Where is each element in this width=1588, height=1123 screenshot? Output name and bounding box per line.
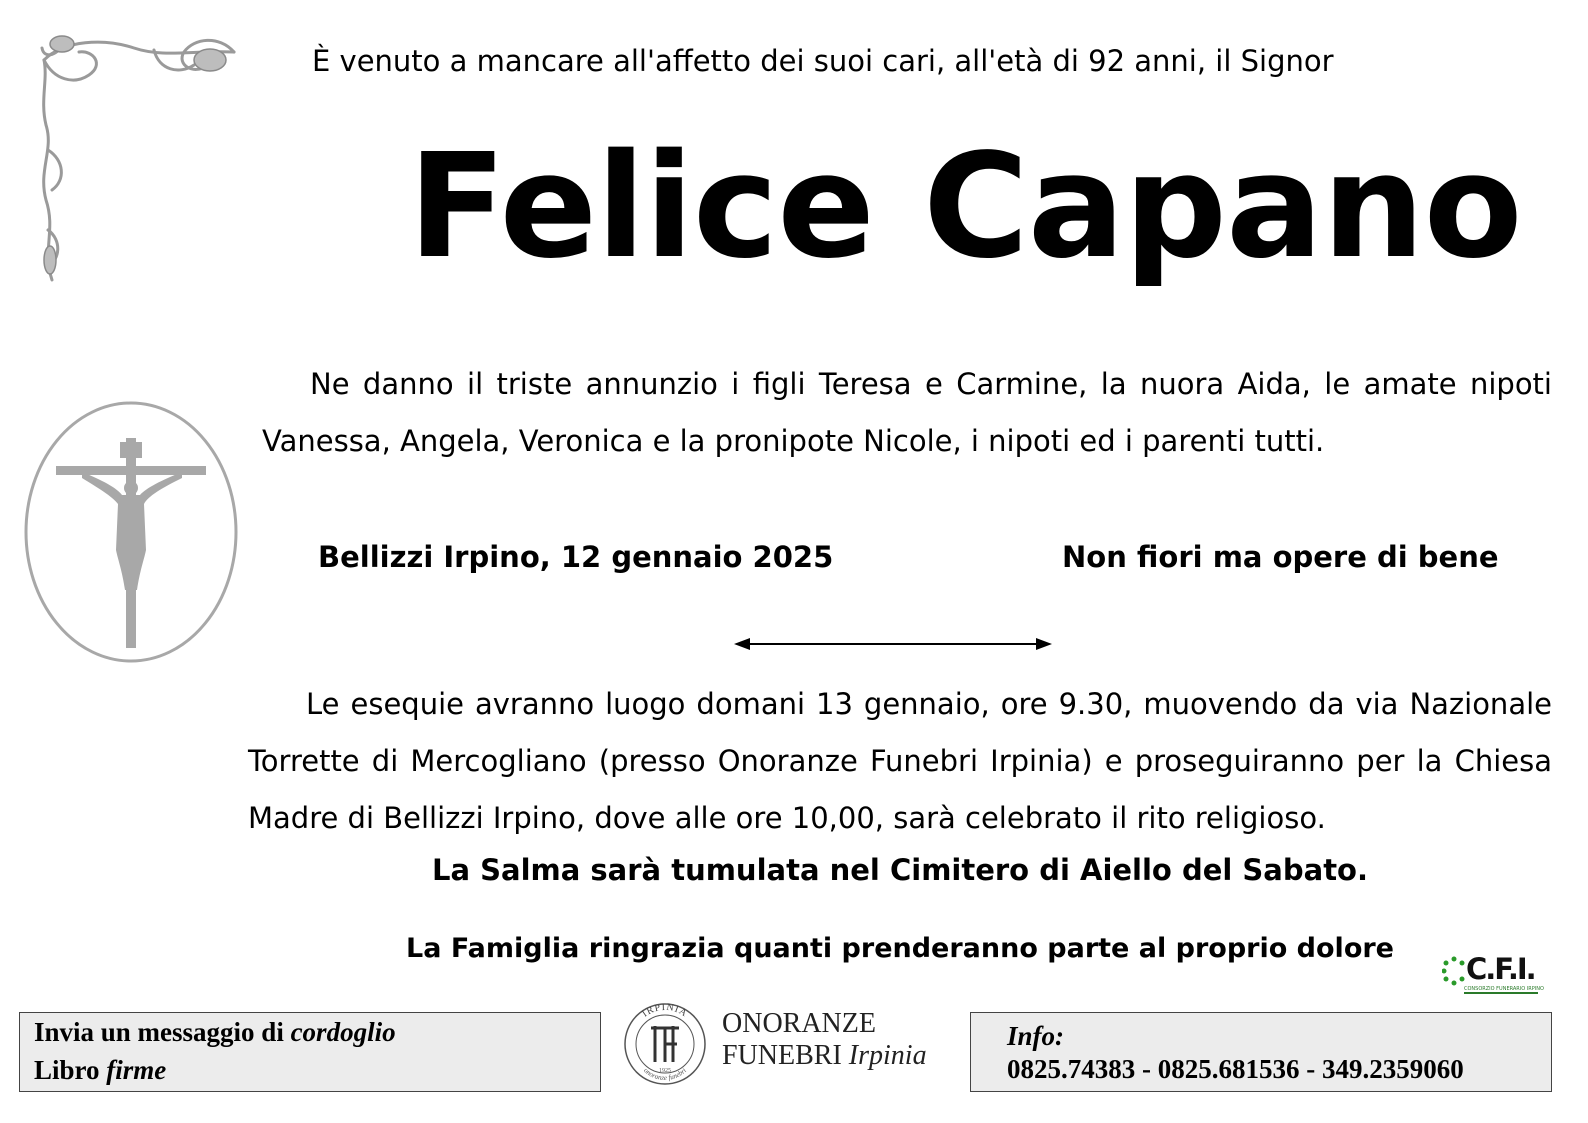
info-label: Info:: [1007, 1021, 1065, 1051]
condolence-italic: cordoglio: [290, 1017, 396, 1047]
info-box: [970, 1012, 1552, 1092]
agency-name-line1: ONORANZE: [722, 1008, 876, 1039]
corner-flourish-icon: [34, 30, 244, 286]
agency-name-line2: [722, 1040, 927, 1072]
funeral-paragraph: Le esequie avranno luogo domani 13 gennaio, ore 9.30, muovendo da via Nazionale Torrette di Mercogliano (presso Onoranze Funebri Irpinia) e proseguiranno per la Chiesa Madre di Bellizzi Irpino, dove alle ore 10,00, sarà celebrato il rito religioso.: [248, 687, 1552, 835]
cfi-dots-icon: [1442, 956, 1466, 986]
intro-text: È venuto a mancare all'affetto dei suoi cari, all'età di 92 anni, il Signor: [312, 44, 1334, 78]
crucifix-icon: [22, 400, 240, 664]
family-thanks: La Famiglia ringrazia quanti prenderanno parte al proprio dolore: [406, 933, 1394, 964]
svg-text:onoranze funebri: onoranze funebri: [642, 1066, 688, 1083]
guestbook-italic: firme: [106, 1055, 167, 1085]
condolence-prefix: Invia un messaggio di: [34, 1017, 291, 1047]
burial-note: La Salma sarà tumulata nel Cimitero di Aiello del Sabato.: [431, 853, 1368, 887]
announcement-paragraph: Ne danno il triste annunzio i figli Teresa e Carmine, la nuora Aida, le amate nipoti Vanessa, Angela, Veronica e la pronipote Nicole, i nipoti ed i parenti tutti.: [262, 367, 1552, 458]
place-and-date: Bellizzi Irpino, 12 gennaio 2025: [318, 540, 834, 574]
phone-numbers[interactable]: 0825.74383 - 0825.681536 - 349.2359060: [1007, 1054, 1464, 1084]
cfi-underline: [1464, 992, 1538, 994]
no-flowers-note: Non fiori ma opere di bene: [1062, 540, 1499, 574]
cfi-subtitle: CONSORZIO FUNERARIO IRPINO: [1464, 986, 1544, 992]
svg-text:1925: 1925: [659, 1068, 671, 1074]
cfi-wordmark: C.F.I.: [1466, 952, 1535, 986]
double-arrow-icon: [732, 632, 1054, 656]
guestbook-prefix: Libro: [34, 1055, 107, 1085]
agency-name: [722, 1008, 927, 1072]
condolence-box[interactable]: [19, 1012, 601, 1092]
cfi-logo: [1442, 950, 1542, 996]
guestbook-link[interactable]: [34, 1055, 166, 1086]
agency-name-italic: Irpinia: [848, 1040, 927, 1071]
deceased-name: Felice Capano: [408, 122, 1522, 290]
of-monogram-logo: [617, 990, 713, 1090]
agency-name-prefix: FUNEBRI: [722, 1040, 849, 1071]
svg-text:IRPINIA: IRPINIA: [640, 1001, 690, 1020]
send-condolence-link[interactable]: [34, 1017, 396, 1048]
